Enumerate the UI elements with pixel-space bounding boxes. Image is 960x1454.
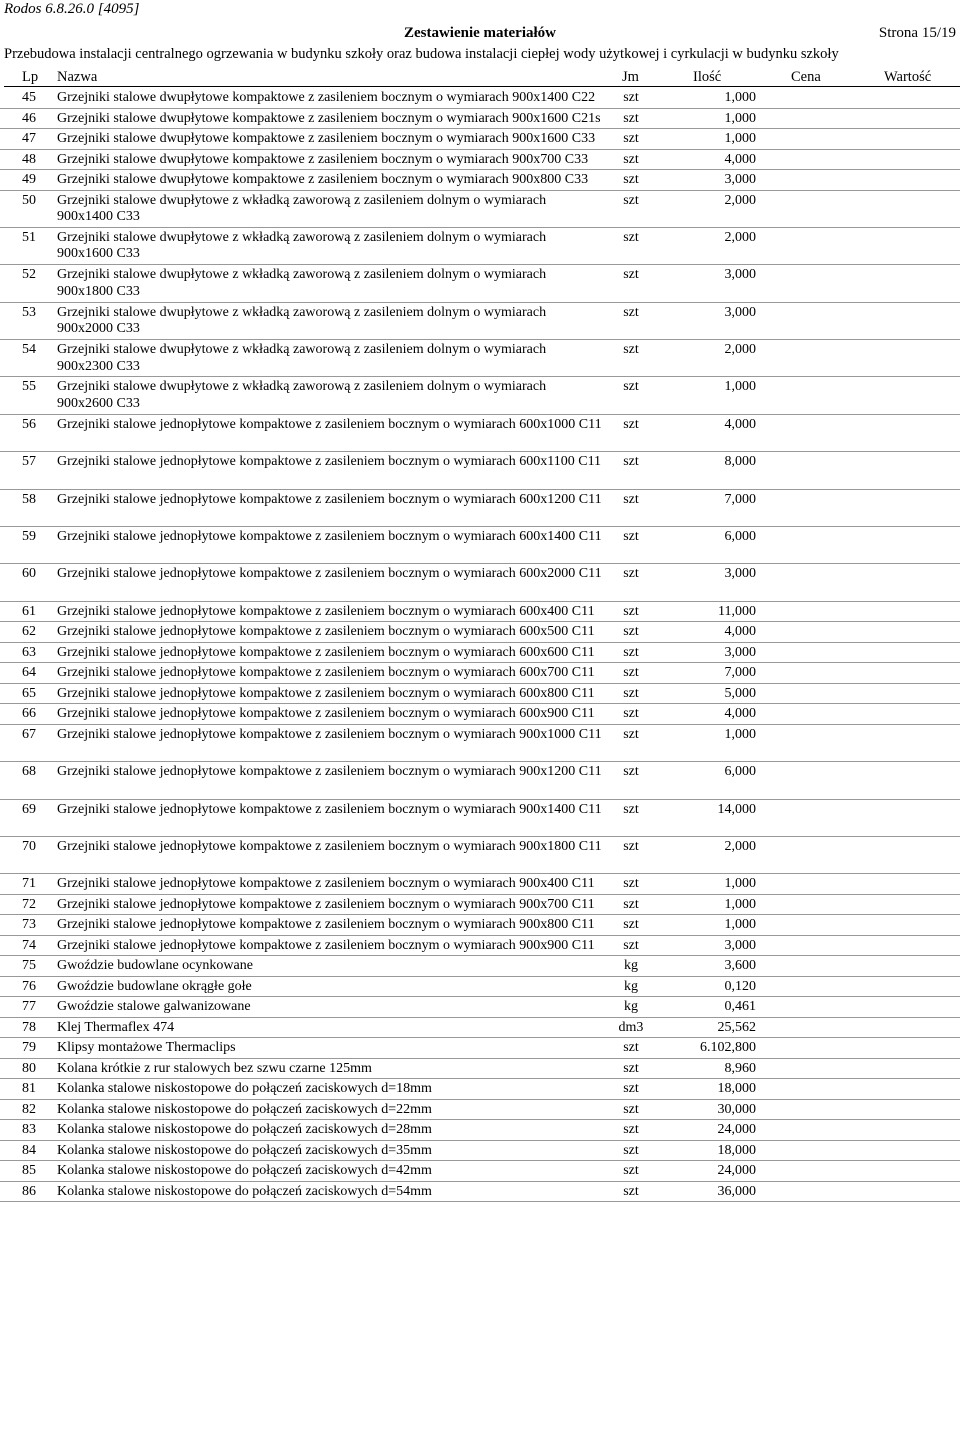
cell-qty: 0,120: [724, 978, 756, 994]
cell-lp: 72: [22, 896, 36, 912]
table-row: [0, 490, 960, 527]
cell-qty: 18,000: [717, 1142, 756, 1158]
cell-jm: szt: [623, 131, 639, 146]
cell-name: Grzejniki stalowe dwupłytowe kompaktowe z zasileniem bocznym o wymiarach 900x700 C33: [57, 151, 589, 167]
cell-qty: 7,000: [724, 665, 756, 681]
cell-lp: 82: [22, 1101, 36, 1117]
cell-name: Grzejniki stalowe dwupłytowe z wkładką zaworową z zasileniem dolnym o wymiarach 900x1400 C33: [57, 192, 547, 224]
cell-qty: 14,000: [717, 801, 756, 817]
cell-lp: 49: [22, 172, 36, 187]
table-row: [0, 977, 960, 998]
cell-name: Grzejniki stalowe jednopłytowe kompaktowe z zasileniem bocznym o wymiarach 900x400 C11: [57, 876, 595, 892]
cell-qty: 3,000: [724, 644, 756, 660]
cell-jm: szt: [623, 1081, 639, 1097]
cell-jm: szt: [623, 801, 639, 817]
cell-lp: 62: [22, 624, 36, 640]
table-row: [0, 915, 960, 936]
table-row: [0, 956, 960, 977]
cell-jm: szt: [623, 665, 639, 681]
cell-lp: 77: [22, 999, 36, 1015]
cell-lp: 75: [22, 958, 36, 974]
cell-qty: 8,960: [724, 1060, 756, 1076]
cell-lp: 56: [22, 416, 36, 432]
cell-qty: 0,461: [724, 999, 756, 1015]
cell-qty: 24,000: [717, 1122, 756, 1138]
cell-qty: 1,000: [724, 379, 756, 395]
cell-jm: szt: [623, 192, 639, 208]
cell-lp: 76: [22, 978, 36, 994]
cell-jm: szt: [623, 342, 639, 358]
cell-jm: kg: [624, 958, 638, 974]
table-row: [0, 895, 960, 916]
cell-name: Kolanka stalowe niskostopowe do połączeń zaciskowych d=54mm: [57, 1183, 432, 1199]
table-row: [0, 452, 960, 489]
cell-qty: 8,000: [724, 454, 756, 470]
cell-jm: szt: [623, 937, 639, 953]
cell-name: Kolanka stalowe niskostopowe do połączeń zaciskowych d=28mm: [57, 1122, 432, 1138]
cell-qty: 18,000: [717, 1081, 756, 1097]
cell-lp: 70: [22, 838, 36, 854]
cell-jm: szt: [623, 172, 639, 187]
cell-qty: 4,000: [724, 151, 756, 167]
cell-qty: 4,000: [724, 416, 756, 432]
cell-name: Grzejniki stalowe dwupłytowe kompaktowe z zasileniem bocznym o wymiarach 900x1400 C22: [57, 90, 596, 105]
cell-name: Grzejniki stalowe jednopłytowe kompaktowe z zasileniem bocznym o wymiarach 600x900 C11: [57, 706, 595, 722]
table-row: [0, 1079, 960, 1100]
cell-name: Grzejniki stalowe jednopłytowe kompaktowe z zasileniem bocznym o wymiarach 600x2000 C11: [57, 566, 602, 582]
header-lp: Lp: [22, 69, 39, 85]
cell-qty: 3,000: [724, 172, 756, 187]
cell-name: Grzejniki stalowe jednopłytowe kompaktowe z zasileniem bocznym o wymiarach 900x1200 C11: [57, 764, 602, 780]
table-row: [0, 170, 960, 191]
cell-jm: szt: [623, 1142, 639, 1158]
table-row: [0, 663, 960, 684]
cell-jm: szt: [623, 706, 639, 722]
cell-jm: szt: [623, 876, 639, 892]
cell-jm: dm3: [618, 1019, 644, 1035]
cell-lp: 51: [22, 229, 36, 245]
cell-name: Grzejniki stalowe jednopłytowe kompaktowe z zasileniem bocznym o wymiarach 600x500 C11: [57, 624, 595, 640]
cell-name: Grzejniki stalowe dwupłytowe z wkładką zaworową z zasileniem dolnym o wymiarach 900x1800 C33: [57, 267, 547, 299]
cell-qty: 2,000: [724, 342, 756, 358]
header-jm: Jm: [622, 69, 639, 85]
cell-jm: szt: [623, 764, 639, 780]
cell-jm: szt: [623, 379, 639, 395]
cell-jm: szt: [623, 491, 639, 507]
table-row: [0, 1182, 960, 1203]
cell-qty: 2,000: [724, 229, 756, 245]
cell-qty: 1,000: [724, 917, 756, 933]
table-row: [0, 191, 960, 228]
table-row: [0, 725, 960, 762]
table-header: [0, 68, 960, 86]
cell-jm: szt: [623, 896, 639, 912]
cell-name: Kolanka stalowe niskostopowe do połączeń zaciskowych d=18mm: [57, 1081, 432, 1097]
cell-name: Grzejniki stalowe jednopłytowe kompaktowe z zasileniem bocznym o wymiarach 900x800 C11: [57, 917, 595, 933]
table-row: [0, 303, 960, 340]
cell-jm: szt: [623, 644, 639, 660]
cell-name: Grzejniki stalowe jednopłytowe kompaktowe z zasileniem bocznym o wymiarach 600x600 C11: [57, 644, 595, 660]
cell-jm: szt: [623, 1040, 639, 1056]
cell-lp: 60: [22, 566, 36, 582]
table-row: [0, 837, 960, 874]
cell-name: Grzejniki stalowe jednopłytowe kompaktowe z zasileniem bocznym o wymiarach 600x700 C11: [57, 665, 595, 681]
cell-jm: szt: [623, 685, 639, 701]
cell-jm: szt: [623, 838, 639, 854]
cell-qty: 7,000: [724, 491, 756, 507]
cell-jm: kg: [624, 999, 638, 1015]
cell-jm: szt: [623, 603, 639, 619]
table-row: [0, 1038, 960, 1059]
cell-qty: 6.102,800: [700, 1040, 756, 1056]
cell-name: Klipsy montażowe Thermaclips: [57, 1040, 236, 1056]
materials-table-body: [0, 88, 960, 1202]
cell-name: Grzejniki stalowe dwupłytowe kompaktowe z zasileniem bocznym o wymiarach 900x800 C33: [57, 172, 589, 187]
cell-qty: 6,000: [724, 764, 756, 780]
cell-name: Grzejniki stalowe dwupłytowe z wkładką zaworową z zasileniem dolnym o wymiarach 900x2300 C33: [57, 342, 547, 374]
cell-name: Klej Thermaflex 474: [57, 1019, 175, 1035]
cell-lp: 45: [22, 90, 36, 105]
cell-qty: 36,000: [717, 1183, 756, 1199]
document-subtitle: Przebudowa instalacji centralnego ogrzewania w budynku szkoły oraz budowa instalacji ciepłej wody użytkowej i cyrkulacji w budynku szkoły: [4, 46, 839, 62]
cell-name: Grzejniki stalowe jednopłytowe kompaktowe z zasileniem bocznym o wymiarach 600x800 C11: [57, 685, 595, 701]
cell-jm: szt: [623, 110, 639, 126]
header-divider: [4, 86, 960, 87]
cell-lp: 63: [22, 644, 36, 660]
cell-jm: szt: [623, 1060, 639, 1076]
table-row: [0, 564, 960, 601]
table-row: [0, 150, 960, 171]
cell-name: Grzejniki stalowe dwupłytowe kompaktowe z zasileniem bocznym o wymiarach 900x1600 C33: [57, 131, 596, 146]
cell-lp: 74: [22, 937, 36, 953]
cell-name: Grzejniki stalowe jednopłytowe kompaktowe z zasileniem bocznym o wymiarach 600x1100 C11: [57, 454, 602, 470]
cell-qty: 3,000: [724, 304, 756, 320]
table-row: [0, 762, 960, 799]
cell-name: Grzejniki stalowe jednopłytowe kompaktowe z zasileniem bocznym o wymiarach 900x900 C11: [57, 937, 595, 953]
cell-qty: 2,000: [724, 192, 756, 208]
header-name: Nazwa: [57, 69, 98, 85]
cell-qty: 1,000: [724, 131, 756, 146]
cell-name: Kolanka stalowe niskostopowe do połączeń zaciskowych d=42mm: [57, 1163, 432, 1179]
cell-lp: 79: [22, 1040, 36, 1056]
table-row: [0, 109, 960, 130]
cell-jm: szt: [623, 90, 639, 105]
cell-lp: 52: [22, 267, 36, 283]
cell-lp: 73: [22, 917, 36, 933]
table-row: [0, 1120, 960, 1141]
cell-jm: szt: [623, 1163, 639, 1179]
table-row: [0, 527, 960, 564]
table-row: [0, 874, 960, 895]
cell-name: Grzejniki stalowe dwupłytowe kompaktowe z zasileniem bocznym o wymiarach 900x1600 C21s: [57, 110, 601, 126]
cell-qty: 11,000: [718, 603, 756, 619]
cell-name: Kolana krótkie z rur stalowych bez szwu czarne 125mm: [57, 1060, 372, 1076]
cell-jm: szt: [623, 566, 639, 582]
cell-lp: 83: [22, 1122, 36, 1138]
table-row: [0, 997, 960, 1018]
cell-qty: 6,000: [724, 529, 756, 545]
header-qty: Ilość: [693, 69, 722, 85]
cell-lp: 67: [22, 726, 36, 742]
cell-name: Kolanka stalowe niskostopowe do połączeń zaciskowych d=35mm: [57, 1142, 432, 1158]
cell-lp: 64: [22, 665, 36, 681]
table-row: [0, 684, 960, 705]
table-row: [0, 1059, 960, 1080]
cell-qty: 5,000: [724, 685, 756, 701]
cell-name: Grzejniki stalowe jednopłytowe kompaktowe z zasileniem bocznym o wymiarach 900x1000 C11: [57, 726, 602, 742]
cell-jm: szt: [623, 624, 639, 640]
cell-name: Grzejniki stalowe dwupłytowe z wkładką zaworową z zasileniem dolnym o wymiarach 900x1600 C33: [57, 229, 547, 262]
cell-lp: 78: [22, 1019, 36, 1035]
cell-name: Grzejniki stalowe dwupłytowe z wkładką zaworową z zasileniem dolnym o wymiarach 900x2600 C33: [57, 379, 547, 411]
table-row: [0, 265, 960, 302]
cell-jm: szt: [623, 726, 639, 742]
cell-qty: 1,000: [724, 896, 756, 912]
cell-name: Grzejniki stalowe jednopłytowe kompaktowe z zasileniem bocznym o wymiarach 600x1400 C11: [57, 529, 602, 545]
cell-jm: szt: [623, 1122, 639, 1138]
cell-qty: 25,562: [717, 1019, 756, 1035]
cell-lp: 50: [22, 192, 36, 208]
cell-name: Grzejniki stalowe jednopłytowe kompaktowe z zasileniem bocznym o wymiarach 600x1000 C11: [57, 416, 602, 432]
page-title: Zestawienie materiałów: [403, 25, 557, 41]
cell-qty: 30,000: [717, 1101, 756, 1117]
cell-name: Gwoździe budowlane okrągłe gołe: [57, 978, 252, 994]
cell-jm: szt: [623, 416, 639, 432]
table-row: [0, 1100, 960, 1121]
table-row: [0, 704, 960, 725]
table-row: [0, 228, 960, 265]
table-row: [0, 602, 960, 623]
cell-lp: 66: [22, 706, 36, 722]
cell-name: Grzejniki stalowe jednopłytowe kompaktowe z zasileniem bocznym o wymiarach 600x1200 C11: [57, 491, 602, 507]
cell-jm: szt: [623, 454, 639, 470]
cell-name: Kolanka stalowe niskostopowe do połączeń zaciskowych d=22mm: [57, 1101, 432, 1117]
cell-jm: szt: [623, 917, 639, 933]
cell-name: Grzejniki stalowe jednopłytowe kompaktowe z zasileniem bocznym o wymiarach 900x1400 C11: [57, 801, 602, 817]
cell-name: Grzejniki stalowe jednopłytowe kompaktowe z zasileniem bocznym o wymiarach 900x700 C11: [57, 896, 595, 912]
header-price: Cena: [791, 69, 821, 85]
cell-lp: 58: [22, 491, 36, 507]
cell-lp: 54: [22, 342, 36, 358]
cell-lp: 47: [22, 131, 36, 146]
cell-lp: 46: [22, 110, 36, 126]
table-row: [0, 936, 960, 957]
cell-qty: 3,000: [724, 937, 756, 953]
table-row: [0, 1141, 960, 1162]
cell-lp: 57: [22, 454, 36, 470]
table-row: [0, 88, 960, 109]
table-row: [0, 340, 960, 377]
cell-lp: 80: [22, 1060, 36, 1076]
cell-jm: szt: [623, 1101, 639, 1117]
table-row: [0, 377, 960, 414]
cell-jm: szt: [623, 229, 639, 245]
cell-lp: 84: [22, 1142, 36, 1158]
cell-jm: szt: [623, 529, 639, 545]
cell-jm: kg: [624, 978, 638, 994]
cell-lp: 85: [22, 1163, 36, 1179]
cell-lp: 55: [22, 379, 36, 395]
cell-name: Grzejniki stalowe dwupłytowe z wkładką zaworową z zasileniem dolnym o wymiarach 900x2000 C33: [57, 304, 547, 337]
cell-lp: 86: [22, 1183, 36, 1199]
cell-qty: 1,000: [724, 726, 756, 742]
table-row: [0, 1161, 960, 1182]
cell-qty: 4,000: [724, 706, 756, 722]
cell-qty: 24,000: [717, 1163, 756, 1179]
cell-name: Grzejniki stalowe jednopłytowe kompaktowe z zasileniem bocznym o wymiarach 900x1800 C11: [57, 838, 602, 854]
cell-jm: szt: [623, 267, 639, 283]
cell-name: Grzejniki stalowe jednopłytowe kompaktowe z zasileniem bocznym o wymiarach 600x400 C11: [57, 603, 595, 619]
cell-qty: 3,000: [724, 566, 756, 582]
cell-lp: 71: [22, 876, 36, 892]
cell-qty: 2,000: [724, 838, 756, 854]
cell-qty: 4,000: [724, 624, 756, 640]
cell-lp: 68: [22, 764, 36, 780]
cell-qty: 1,000: [724, 876, 756, 892]
cell-lp: 59: [22, 529, 36, 545]
cell-jm: szt: [623, 304, 639, 320]
cell-name: Gwoździe budowlane ocynkowane: [57, 958, 253, 974]
cell-lp: 61: [22, 603, 36, 619]
table-row: [0, 800, 960, 837]
header-value: Wartość: [884, 69, 932, 85]
cell-qty: 1,000: [724, 110, 756, 126]
cell-lp: 69: [22, 801, 36, 817]
cell-jm: szt: [623, 1183, 639, 1199]
cell-name: Gwoździe stalowe galwanizowane: [57, 999, 251, 1015]
page-number: Strona 15/19: [878, 25, 956, 41]
cell-qty: 3,000: [724, 267, 756, 283]
table-row: [0, 622, 960, 643]
table-row: [0, 1018, 960, 1039]
app-name: Rodos 6.8.26.0 [4095]: [4, 1, 140, 17]
cell-qty: 1,000: [724, 90, 756, 105]
table-row: [0, 415, 960, 452]
cell-qty: 3,600: [724, 958, 756, 974]
cell-lp: 81: [22, 1081, 36, 1097]
cell-jm: szt: [623, 151, 639, 167]
cell-lp: 48: [22, 151, 36, 167]
cell-lp: 53: [22, 304, 36, 320]
table-row: [0, 129, 960, 150]
cell-lp: 65: [22, 685, 36, 701]
table-row: [0, 643, 960, 664]
